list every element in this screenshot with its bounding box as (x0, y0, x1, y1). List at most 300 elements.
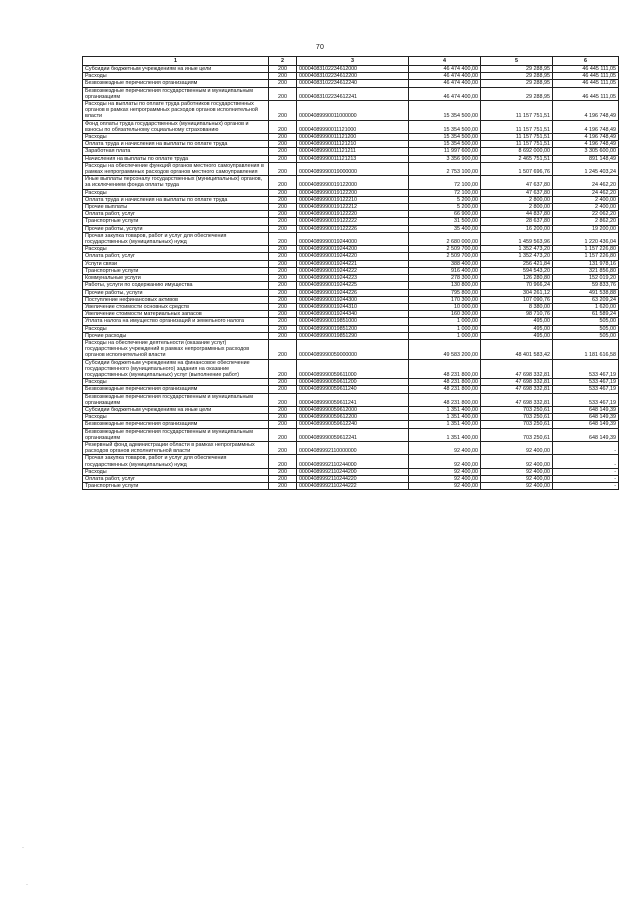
row-section-cell: 200 (269, 148, 297, 155)
row-plan-cell: 15 354 500,00 (409, 120, 481, 133)
row-plan-cell: 1 351 400,00 (409, 414, 481, 421)
table-row (83, 211, 619, 218)
row-section-cell: 200 (269, 162, 297, 175)
row-remaining-cell: - (553, 475, 619, 482)
row-plan-cell: 10 000,00 (409, 303, 481, 310)
row-executed-cell: 8 380,00 (481, 303, 553, 310)
table-body (83, 66, 619, 490)
row-name-cell: Расходы (83, 189, 269, 196)
row-remaining-cell: 59 833,76 (553, 282, 619, 289)
row-plan-cell: 2 680 000,00 (409, 232, 481, 245)
row-name-cell: Расходы (83, 325, 269, 332)
row-section-cell: 200 (269, 296, 297, 303)
row-executed-cell: 28 637,80 (481, 218, 553, 225)
table-row (83, 393, 619, 406)
table-row (83, 275, 619, 282)
row-name-cell: Расходы (83, 73, 269, 80)
row-remaining-cell: 1 220 436,04 (553, 232, 619, 245)
row-executed-cell: 29 288,95 (481, 87, 553, 100)
table-row (83, 289, 619, 296)
row-code-cell: 00004083102234612000 (297, 66, 409, 73)
row-plan-cell: 15 354 500,00 (409, 134, 481, 141)
scan-mark: · (22, 845, 24, 851)
row-code-cell: 00004089990019244220 (297, 253, 409, 260)
row-executed-cell: 29 288,95 (481, 80, 553, 87)
row-remaining-cell: 46 445 111,05 (553, 87, 619, 100)
row-plan-cell: 170 300,00 (409, 296, 481, 303)
row-remaining-cell: 533 467,19 (553, 359, 619, 379)
row-code-cell: 00004089990019244200 (297, 246, 409, 253)
row-remaining-cell: 648 149,39 (553, 428, 619, 441)
row-name-cell: Расходы (83, 246, 269, 253)
table-row (83, 196, 619, 203)
row-remaining-cell: 2 862,20 (553, 218, 619, 225)
row-plan-cell: 130 800,00 (409, 282, 481, 289)
row-remaining-cell: - (553, 441, 619, 454)
table-row (83, 318, 619, 325)
row-name-cell: Расходы (83, 414, 269, 421)
row-code-cell: 00004089992110244222 (297, 483, 409, 490)
row-code-cell: 00004083102234612240 (297, 80, 409, 87)
row-section-cell: 200 (269, 232, 297, 245)
row-plan-cell: 1 351 400,00 (409, 406, 481, 413)
row-section-cell: 200 (269, 359, 297, 379)
row-remaining-cell: 19 200,00 (553, 225, 619, 232)
row-plan-cell: 35 400,00 (409, 225, 481, 232)
table-row (83, 87, 619, 100)
row-plan-cell: 66 900,00 (409, 211, 481, 218)
row-name-cell: Поступление нефинансовых активов (83, 296, 269, 303)
row-name-cell: Оплата работ, услуг (83, 211, 269, 218)
row-plan-cell: 278 300,00 (409, 275, 481, 282)
row-section-cell: 200 (269, 155, 297, 162)
row-executed-cell: 703 250,61 (481, 414, 553, 421)
row-executed-cell: 98 710,76 (481, 311, 553, 318)
row-remaining-cell: 505,00 (553, 318, 619, 325)
row-plan-cell: 46 474 400,00 (409, 87, 481, 100)
row-executed-cell: 11 157 751,51 (481, 101, 553, 121)
row-name-cell: Увеличение стоимости основных средств (83, 303, 269, 310)
row-plan-cell: 46 474 400,00 (409, 66, 481, 73)
row-remaining-cell: 533 467,19 (553, 386, 619, 393)
table-row (83, 162, 619, 175)
row-code-cell: 00004089990019244310 (297, 303, 409, 310)
row-code-cell: 00004089990019122222 (297, 218, 409, 225)
row-plan-cell: 916 400,00 (409, 267, 481, 274)
row-section-cell: 200 (269, 80, 297, 87)
row-remaining-cell: 533 467,19 (553, 393, 619, 406)
row-code-cell: 00004089990011000000 (297, 101, 409, 121)
row-executed-cell: 92 400,00 (481, 441, 553, 454)
row-executed-cell: 29 288,95 (481, 73, 553, 80)
row-executed-cell: 47 698 332,81 (481, 393, 553, 406)
row-code-cell: 00004083102234612200 (297, 73, 409, 80)
table-row (83, 204, 619, 211)
row-name-cell: Прочая закупка товаров, работ и услуг для обеспечения государственных (муниципальных) нужд (83, 455, 269, 468)
row-section-cell: 200 (269, 260, 297, 267)
row-executed-cell: 703 250,61 (481, 421, 553, 428)
row-plan-cell: 5 200,00 (409, 204, 481, 211)
row-name-cell: Безвозмездные перечисления государственным и муниципальным организациям (83, 393, 269, 406)
row-executed-cell: 92 400,00 (481, 483, 553, 490)
table-row (83, 73, 619, 80)
row-name-cell: Оплата работ, услуг (83, 475, 269, 482)
row-remaining-cell: 152 019,20 (553, 275, 619, 282)
row-code-cell: 00004089992110244220 (297, 475, 409, 482)
row-name-cell: Оплата труда и начисления на выплаты по оплате труда (83, 196, 269, 203)
row-remaining-cell: 2 400,00 (553, 204, 619, 211)
row-code-cell: 00004089990059611240 (297, 386, 409, 393)
row-remaining-cell: 63 209,24 (553, 296, 619, 303)
row-remaining-cell: 1 245 403,24 (553, 162, 619, 175)
row-section-cell: 200 (269, 325, 297, 332)
row-name-cell: Коммунальные услуги (83, 275, 269, 282)
row-plan-cell: 2 753 100,00 (409, 162, 481, 175)
row-name-cell: Работы, услуги по содержанию имущества (83, 282, 269, 289)
row-name-cell: Оплата труда и начисления на выплаты по оплате труда (83, 141, 269, 148)
row-plan-cell: 92 400,00 (409, 483, 481, 490)
table-row (83, 379, 619, 386)
row-remaining-cell: 4 196 748,49 (553, 101, 619, 121)
row-plan-cell: 92 400,00 (409, 468, 481, 475)
row-code-cell: 00004089990011121210 (297, 141, 409, 148)
row-name-cell: Безвозмездные перечисления государственным и муниципальным организациям (83, 87, 269, 100)
row-name-cell: Прочие расходы (83, 332, 269, 339)
row-code-cell: 00004089990019244300 (297, 296, 409, 303)
row-remaining-cell: 22 062,20 (553, 211, 619, 218)
row-remaining-cell: 533 467,19 (553, 379, 619, 386)
table-row (83, 246, 619, 253)
row-plan-cell: 1 000,00 (409, 325, 481, 332)
column-header-4: 4 (409, 57, 481, 66)
row-remaining-cell: 1 157 226,80 (553, 253, 619, 260)
row-section-cell: 200 (269, 414, 297, 421)
row-name-cell: Уплата налога на имущество организаций и земельного налога (83, 318, 269, 325)
row-section-cell: 200 (269, 393, 297, 406)
row-plan-cell: 1 000,00 (409, 318, 481, 325)
table-row (83, 339, 619, 359)
row-remaining-cell: - (553, 455, 619, 468)
row-executed-cell: 304 261,12 (481, 289, 553, 296)
table-row (83, 282, 619, 289)
row-plan-cell: 49 583 200,00 (409, 339, 481, 359)
row-name-cell: Транспортные услуги (83, 483, 269, 490)
row-section-cell: 200 (269, 176, 297, 189)
row-code-cell: 00004089990019244221 (297, 260, 409, 267)
row-code-cell: 00004089990019122000 (297, 176, 409, 189)
row-section-cell: 200 (269, 455, 297, 468)
row-section-cell: 200 (269, 421, 297, 428)
row-code-cell: 00004089990011121213 (297, 155, 409, 162)
row-executed-cell: 47 698 332,81 (481, 386, 553, 393)
table-row (83, 303, 619, 310)
row-remaining-cell: 3 305 600,00 (553, 148, 619, 155)
row-plan-cell: 388 400,00 (409, 260, 481, 267)
column-header-5: 5 (481, 57, 553, 66)
table-row (83, 386, 619, 393)
row-section-cell: 200 (269, 253, 297, 260)
column-header-1: 1 (83, 57, 269, 66)
row-plan-cell: 48 231 800,00 (409, 359, 481, 379)
row-code-cell: 00004089990019244222 (297, 267, 409, 274)
row-remaining-cell: 46 445 111,05 (553, 80, 619, 87)
row-section-cell: 200 (269, 141, 297, 148)
row-remaining-cell: 648 149,39 (553, 414, 619, 421)
row-code-cell: 00004089990019122210 (297, 196, 409, 203)
row-executed-cell: 126 280,80 (481, 275, 553, 282)
row-name-cell: Субсидии бюджетным учреждениям на иные цели (83, 66, 269, 73)
row-section-cell: 200 (269, 379, 297, 386)
row-executed-cell: 47 637,80 (481, 189, 553, 196)
row-name-cell: Субсидии бюджетным учреждениям на иные цели (83, 406, 269, 413)
row-plan-cell: 46 474 400,00 (409, 73, 481, 80)
table-row (83, 80, 619, 87)
row-section-cell: 200 (269, 318, 297, 325)
row-plan-cell: 2 509 700,00 (409, 253, 481, 260)
row-plan-cell: 1 351 400,00 (409, 421, 481, 428)
row-section-cell: 200 (269, 468, 297, 475)
row-remaining-cell: 648 149,39 (553, 406, 619, 413)
row-remaining-cell: 46 445 111,05 (553, 66, 619, 73)
row-code-cell: 00004089990059611241 (297, 393, 409, 406)
row-remaining-cell: 61 589,24 (553, 311, 619, 318)
row-plan-cell: 72 100,00 (409, 176, 481, 189)
row-section-cell: 200 (269, 189, 297, 196)
row-section-cell: 200 (269, 204, 297, 211)
page-number: 70 (315, 44, 325, 51)
budget-execution-table (82, 56, 619, 490)
row-code-cell: 00004089990019244226 (297, 289, 409, 296)
row-executed-cell: 48 401 583,42 (481, 339, 553, 359)
row-section-cell: 200 (269, 246, 297, 253)
row-plan-cell: 2 509 700,00 (409, 246, 481, 253)
row-code-cell: 00004089990059612241 (297, 428, 409, 441)
row-name-cell: Прочая закупка товаров, работ и услуг для обеспечения государственных (муниципальных) нужд (83, 232, 269, 245)
row-remaining-cell: 4 196 748,49 (553, 134, 619, 141)
row-remaining-cell: 505,00 (553, 325, 619, 332)
column-header-6: 6 (553, 57, 619, 66)
table-row (83, 148, 619, 155)
row-name-cell: Оплата работ, услуг (83, 253, 269, 260)
row-section-cell: 200 (269, 66, 297, 73)
row-remaining-cell: 505,00 (553, 332, 619, 339)
row-remaining-cell: 131 978,16 (553, 260, 619, 267)
row-executed-cell: 92 400,00 (481, 475, 553, 482)
row-remaining-cell: 1 181 616,58 (553, 339, 619, 359)
table-row (83, 332, 619, 339)
table-row (83, 225, 619, 232)
table-row (83, 359, 619, 379)
table-row (83, 253, 619, 260)
row-code-cell: 00004089990019851200 (297, 325, 409, 332)
row-executed-cell: 47 698 332,81 (481, 359, 553, 379)
row-plan-cell: 92 400,00 (409, 475, 481, 482)
row-name-cell: Расходы на выплаты по оплате труда работников государственных органов в рамках непрограммных расходов органов исполнительной власти (83, 101, 269, 121)
row-name-cell: Расходы на обеспечение функций органов местного самоуправления в рамках непрограммных расходов органов местного самоуправления (83, 162, 269, 175)
row-code-cell: 00004089990059612200 (297, 414, 409, 421)
row-executed-cell: 29 288,95 (481, 66, 553, 73)
column-number-header-row (83, 57, 619, 66)
row-remaining-cell: 46 445 111,05 (553, 73, 619, 80)
row-code-cell: 00004089992110244000 (297, 455, 409, 468)
row-code-cell: 00004089990019122212 (297, 204, 409, 211)
row-name-cell: Расходы (83, 379, 269, 386)
row-plan-cell: 48 231 800,00 (409, 386, 481, 393)
row-code-cell: 00004089990019244223 (297, 275, 409, 282)
column-header-3: 3 (297, 57, 409, 66)
row-remaining-cell: 1 620,00 (553, 303, 619, 310)
row-section-cell: 200 (269, 475, 297, 482)
row-name-cell: Транспортные услуги (83, 218, 269, 225)
table-row (83, 232, 619, 245)
row-executed-cell: 1 507 696,76 (481, 162, 553, 175)
row-executed-cell: 1 352 473,20 (481, 246, 553, 253)
row-plan-cell: 5 200,00 (409, 196, 481, 203)
row-code-cell: 00004089992110244200 (297, 468, 409, 475)
row-plan-cell: 72 100,00 (409, 189, 481, 196)
row-code-cell: 00004089990019244340 (297, 311, 409, 318)
row-executed-cell: 594 543,20 (481, 267, 553, 274)
row-plan-cell: 1 351 400,00 (409, 428, 481, 441)
row-remaining-cell: 1 157 226,80 (553, 246, 619, 253)
row-plan-cell: 15 354 500,00 (409, 141, 481, 148)
row-code-cell: 00004089990019244000 (297, 232, 409, 245)
table-row (83, 475, 619, 482)
row-code-cell: 00004089990011121200 (297, 134, 409, 141)
row-remaining-cell: 2 400,00 (553, 196, 619, 203)
row-executed-cell: 2 800,00 (481, 196, 553, 203)
table-row (83, 66, 619, 73)
row-plan-cell: 92 400,00 (409, 455, 481, 468)
row-plan-cell: 1 000,00 (409, 332, 481, 339)
row-name-cell: Расходы на обеспечение деятельности (оказание услуг) государственных учреждений в рамках непрограммных расходов органов исполнительной власти (83, 339, 269, 359)
row-section-cell: 200 (269, 483, 297, 490)
row-code-cell: 00004089990059612000 (297, 406, 409, 413)
row-executed-cell: 2 465 751,51 (481, 155, 553, 162)
row-section-cell: 200 (269, 87, 297, 100)
row-remaining-cell: 24 462,20 (553, 176, 619, 189)
row-executed-cell: 70 966,24 (481, 282, 553, 289)
table-row (83, 218, 619, 225)
row-name-cell: Прочие работы, услуги (83, 225, 269, 232)
row-code-cell: 00004089990011121211 (297, 148, 409, 155)
row-executed-cell: 11 157 751,51 (481, 120, 553, 133)
row-remaining-cell: 648 149,39 (553, 421, 619, 428)
row-plan-cell: 48 231 800,00 (409, 393, 481, 406)
table-row (83, 325, 619, 332)
row-executed-cell: 92 400,00 (481, 468, 553, 475)
row-code-cell: 00004089990011121000 (297, 120, 409, 133)
row-name-cell: Безвозмездные перечисления организациям (83, 80, 269, 87)
row-plan-cell: 48 231 800,00 (409, 379, 481, 386)
row-plan-cell: 11 997 600,00 (409, 148, 481, 155)
row-section-cell: 200 (269, 275, 297, 282)
row-section-cell: 200 (269, 289, 297, 296)
row-name-cell: Увеличение стоимости материальных запасов (83, 311, 269, 318)
row-executed-cell: 47 637,80 (481, 176, 553, 189)
row-name-cell: Безвозмездные перечисления организациям (83, 421, 269, 428)
row-code-cell: 00004089990059000000 (297, 339, 409, 359)
row-remaining-cell: 321 856,80 (553, 267, 619, 274)
row-code-cell: 00004089990019000000 (297, 162, 409, 175)
row-plan-cell: 31 500,00 (409, 218, 481, 225)
table-row (83, 176, 619, 189)
row-section-cell: 200 (269, 303, 297, 310)
table-row (83, 120, 619, 133)
row-section-cell: 200 (269, 339, 297, 359)
table-row (83, 101, 619, 121)
row-executed-cell: 44 837,80 (481, 211, 553, 218)
row-section-cell: 200 (269, 311, 297, 318)
row-remaining-cell: - (553, 483, 619, 490)
row-section-cell: 200 (269, 211, 297, 218)
table-row (83, 296, 619, 303)
row-executed-cell: 703 250,61 (481, 428, 553, 441)
row-remaining-cell: 4 196 748,49 (553, 141, 619, 148)
row-name-cell: Прочие выплаты (83, 204, 269, 211)
row-name-cell: Фонд оплаты труда государственных (муниципальных) органов и взносы по обязательному социальному страхованию (83, 120, 269, 133)
row-name-cell: Прочие работы, услуги (83, 289, 269, 296)
row-code-cell: 00004089990019122200 (297, 189, 409, 196)
row-name-cell: Резервный фонд администрации области в рамках непрограммных расходов органов исполнительной власти (83, 441, 269, 454)
row-section-cell: 200 (269, 282, 297, 289)
row-executed-cell: 1 352 473,20 (481, 253, 553, 260)
row-section-cell: 200 (269, 386, 297, 393)
table-row (83, 406, 619, 413)
table-row (83, 141, 619, 148)
row-plan-cell: 15 354 500,00 (409, 101, 481, 121)
table-row (83, 414, 619, 421)
row-executed-cell: 1 459 563,96 (481, 232, 553, 245)
row-code-cell: 00004089990019244225 (297, 282, 409, 289)
row-remaining-cell: - (553, 468, 619, 475)
row-section-cell: 200 (269, 406, 297, 413)
row-name-cell: Безвозмездные перечисления государственным и муниципальным организациям (83, 428, 269, 441)
row-name-cell: Иные выплаты персоналу государственных (муниципальных) органов, за исключением фонда оплаты труда (83, 176, 269, 189)
row-code-cell: 00004089990019122220 (297, 211, 409, 218)
row-plan-cell: 3 356 900,00 (409, 155, 481, 162)
row-executed-cell: 47 698 332,81 (481, 379, 553, 386)
table-row (83, 441, 619, 454)
table-row (83, 155, 619, 162)
row-name-cell: Расходы (83, 468, 269, 475)
row-section-cell: 200 (269, 101, 297, 121)
table-row (83, 483, 619, 490)
row-executed-cell: 2 800,00 (481, 204, 553, 211)
row-code-cell: 00004089992110000000 (297, 441, 409, 454)
table-row (83, 267, 619, 274)
row-section-cell: 200 (269, 196, 297, 203)
row-executed-cell: 16 200,00 (481, 225, 553, 232)
row-section-cell: 200 (269, 332, 297, 339)
row-name-cell: Начисления на выплаты по оплате труда (83, 155, 269, 162)
row-remaining-cell: 491 538,88 (553, 289, 619, 296)
row-name-cell: Субсидии бюджетным учреждениям на финансовое обеспечение государственного (муниципального) задания на оказание государственных (муниципальных) услуг (выполнение работ) (83, 359, 269, 379)
row-code-cell: 00004089990059612240 (297, 421, 409, 428)
row-plan-cell: 46 474 400,00 (409, 80, 481, 87)
row-section-cell: 200 (269, 428, 297, 441)
column-header-2: 2 (269, 57, 297, 66)
row-code-cell: 00004089990019851000 (297, 318, 409, 325)
table-row (83, 468, 619, 475)
row-plan-cell: 92 400,00 (409, 441, 481, 454)
row-executed-cell: 256 421,84 (481, 260, 553, 267)
row-executed-cell: 495,00 (481, 318, 553, 325)
row-executed-cell: 495,00 (481, 332, 553, 339)
row-code-cell: 00004089990059611000 (297, 359, 409, 379)
row-section-cell: 200 (269, 441, 297, 454)
table-row (83, 189, 619, 196)
